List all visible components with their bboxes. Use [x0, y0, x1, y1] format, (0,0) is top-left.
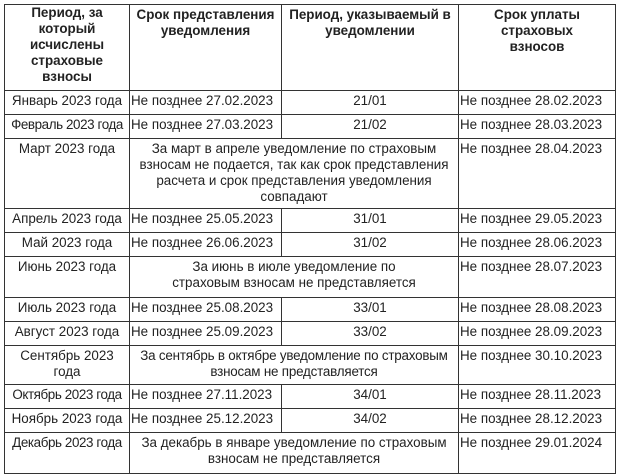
payment-cell: Не позднее 28.11.2023 — [459, 385, 616, 409]
table-row — [5, 257, 616, 298]
table-row — [5, 209, 616, 233]
payment-cell: Не позднее 30.10.2023 — [459, 346, 616, 385]
deadline-cell: Не позднее 25.12.2023 — [130, 409, 282, 433]
payment-cell: Не позднее 28.06.2023 — [459, 233, 616, 257]
code-cell: 33/01 — [282, 298, 459, 322]
period-cell: Июнь 2023 года — [5, 257, 130, 298]
table-row — [5, 298, 616, 322]
deadline-cell: Не позднее 26.06.2023 — [130, 233, 282, 257]
code-cell: 21/02 — [282, 115, 459, 139]
payment-cell: Не позднее 28.03.2023 — [459, 115, 616, 139]
table-row — [5, 346, 616, 385]
deadline-cell: Не позднее 25.08.2023 — [130, 298, 282, 322]
period-cell: Февраль 2023 года — [5, 115, 130, 139]
deadline-cell: Не позднее 27.02.2023 — [130, 91, 282, 115]
table-row — [5, 91, 616, 115]
table-row — [5, 385, 616, 409]
table-row — [5, 409, 616, 433]
payment-cell: Не позднее 28.12.2023 — [459, 409, 616, 433]
insurance-contributions-table — [4, 4, 616, 474]
payment-cell: Не позднее 28.08.2023 — [459, 298, 616, 322]
period-cell: Сентябрь 2023 года — [5, 346, 130, 385]
header-notice-deadline: Срок представления уведомления — [130, 5, 282, 91]
period-cell: Май 2023 года — [5, 233, 130, 257]
table-header-row — [5, 5, 616, 91]
header-notice-period: Период, указываемый в уведомлении — [282, 5, 459, 91]
period-cell: Август 2023 года — [5, 322, 130, 346]
deadline-cell: Не позднее 27.03.2023 — [130, 115, 282, 139]
code-cell: 34/02 — [282, 409, 459, 433]
table-row — [5, 322, 616, 346]
code-cell: 31/02 — [282, 233, 459, 257]
payment-cell: Не позднее 29.05.2023 — [459, 209, 616, 233]
period-cell: Январь 2023 года — [5, 91, 130, 115]
period-cell: Апрель 2023 года — [5, 209, 130, 233]
deadline-cell: Не позднее 25.05.2023 — [130, 209, 282, 233]
header-period: Период, за который исчислены страховые взносы — [5, 5, 130, 91]
note-cell: За март в апреле уведомление по страховым взносам не подается, так как срок представления расчета и срок представления уведомления совпадают — [130, 139, 459, 209]
period-cell: Июль 2023 года — [5, 298, 130, 322]
code-cell: 34/01 — [282, 385, 459, 409]
period-cell: Октябрь 2023 года — [5, 385, 130, 409]
table-row — [5, 433, 616, 474]
code-cell: 31/01 — [282, 209, 459, 233]
payment-cell: Не позднее 28.02.2023 — [459, 91, 616, 115]
table-row — [5, 233, 616, 257]
header-payment-deadline: Срок уплаты страховых взносов — [459, 5, 616, 91]
period-cell: Декабрь 2023 года — [5, 433, 130, 474]
note-cell: За декабрь в январе уведомление по страховым взносам не представляется — [130, 433, 459, 474]
code-cell: 21/01 — [282, 91, 459, 115]
code-cell: 33/02 — [282, 322, 459, 346]
period-cell: Март 2023 года — [5, 139, 130, 209]
note-cell: За июнь в июле уведомление по страховым взносам не представляется — [130, 257, 459, 298]
deadline-cell: Не позднее 27.11.2023 — [130, 385, 282, 409]
payment-cell: Не позднее 28.04.2023 — [459, 139, 616, 209]
table-row — [5, 139, 616, 209]
payment-cell: Не позднее 28.09.2023 — [459, 322, 616, 346]
deadline-cell: Не позднее 25.09.2023 — [130, 322, 282, 346]
note-cell: За сентябрь в октябре уведомление по страховым взносам не представляется — [130, 346, 459, 385]
period-cell: Ноябрь 2023 года — [5, 409, 130, 433]
table-row — [5, 115, 616, 139]
payment-cell: Не позднее 29.01.2024 — [459, 433, 616, 474]
payment-cell: Не позднее 28.07.2023 — [459, 257, 616, 298]
